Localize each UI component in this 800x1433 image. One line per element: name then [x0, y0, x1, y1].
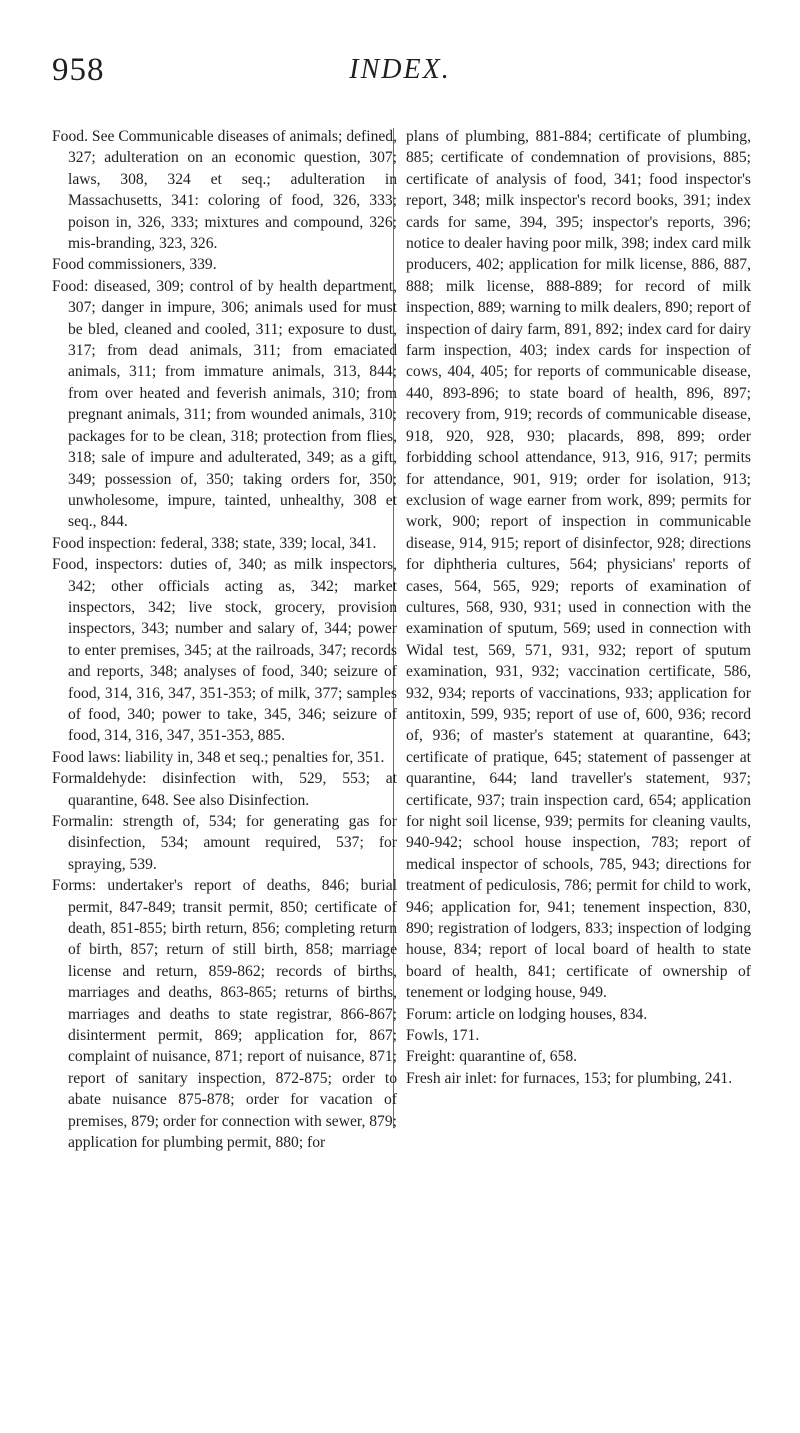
index-entry-food-laws: Food laws: liability in, 348 et seq.; penalties for, 351.: [52, 748, 385, 766]
index-entry-food-inspection: Food inspection: federal, 338; state, 339; local, 341.: [52, 534, 377, 552]
index-entry-food-commissioners: Food commissioners, 339.: [52, 256, 217, 274]
index-entry-fowls: Fowls, 171.: [406, 1027, 480, 1045]
index-entry-food: Food. See Communicable diseases of animals; defined, 327; adulteration on an economic question, 307; laws, 308, 324 et seq.; adulteration in Massachusetts, 341: coloring of food, 326, 333; poison in, 326, 333; mixtures and compound, 326; mis-branding, 323, 326.: [52, 128, 397, 253]
index-entry-forum: Forum: article on lodging houses, 834.: [406, 1005, 648, 1023]
left-column: [52, 126, 397, 1154]
index-entry-forms: Forms: undertaker's report of deaths, 846; burial permit, 847-849; transit permit, 850; certificate of death, 851-855; birth return, 856; completing return of birth, 857; return of still birth, 858; marriage license and return, 859-862; records of births, marriages and deaths, 863-865; returns of births, marriages and deaths to state registrar, 866-867; disinterment permit, 869; application for, 867; complaint of nuisance, 871; report of nuisance, 871; report of sanitary inspection, 872-875; order to abate nuisance 875-878; order for vacation of premises, 879; order for connection with sewer, 879; application for plumbing permit, 880; for: [52, 877, 397, 1152]
index-entry-forms-continued: plans of plumbing, 881-884; certificate of plumbing, 885; certificate of condemnation of provisions, 885; certificate of analysis of food, 341; food inspector's report, 348; milk inspector's record books, 391; index cards for same, 394, 395; inspector's reports, 396; notice to dealer having poor milk, 398; index card milk producers, 402; application for milk license, 886, 887, 888; milk license, 888-889; for record of milk inspection, 889; warning to milk dealers, 890; report of inspection of dairy farm, 891, 892; index card for dairy farm inspection, 403; index cards for inspection of cows, 404, 405; for reports of communicable disease, 440, 893-896; to state board of health, 896, 897; recovery from, 919; records of communicable disease, 918, 920, 928, 930; placards, 898, 899; order forbidding school attendance, 913, 916, 917; permits for attendance, 901, 919; order for isolation, 913; exclusion of wage earner from work, 899; permits for work, 900; report of inspection in communicable disease, 914, 915; report of disinfector, 928; directions for diphtheria cultures, 564; physicians' reports of cases, 564, 565, 929; reports of examination of cultures, 568, 930, 931; used in connection with the examination of sputum, 569; used in connection with Widal test, 569, 571, 931, 932; report of sputum examination, 931, 932; vaccination certificate, 586, 932, 934; reports of vaccinations, 933; application for antitoxin, 599, 935; report of use of, 600, 936; record of, 936; of master's statement at quarantine, 643; certificate of pratique, 645; statement of passenger at quarantine, 644; land traveller's statement, 937; certificate, 937; train inspection card, 654; application for night soil license, 939; permits for cleaning vaults, 940-942; school house inspection, 783; report of medical inspector of schools, 785, 943; directions for treatment of pediculosis, 786; permit for child to work, 946; application for, 941; tenement inspection, 830, 890; registration of lodgers, 833; inspection of lodging house, 834; report of local board of health to state board of health, 841; certificate of ownership of tenement or lodging house, 949.: [406, 128, 751, 1002]
index-entry-food-diseased: Food: diseased, 309; control of by health department, 307; danger in impure, 306; animals used for must be bled, cleaned and cooled, 311; exposure to dust, 317; from dead animals, 311; from emaciated animals, 311; from immature animals, 313, 844; from over heated and feverish animals, 310; from pregnant animals, 311; from wounded animals, 310; packages for to be clean, 318; protection from flies, 318; sale of impure and adulterated, 349; as a gift, 349; possession of, 350; taking orders for, 350; unwholesome, impure, tainted, unhealthy, 308 et seq., 844.: [52, 277, 397, 531]
running-head: INDEX.: [349, 54, 451, 85]
index-entry-formaldehyde: Formaldehyde: disinfection with, 529, 553; at quarantine, 648. See also Disinfection.: [52, 770, 397, 809]
index-entry-formalin: Formalin: strength of, 534; for generating gas for disinfection, 534; amount required, 537; for spraying, 539.: [52, 813, 397, 873]
right-column: [406, 126, 751, 1089]
index-entry-food-inspectors: Food, inspectors: duties of, 340; as milk inspectors, 342; other officials acting as, 342; market inspectors, 342; live stock, grocery, provision inspectors, 343; number and salary of, 344; power to enter premises, 345; at the railroads, 347; records and reports, 348; analyses of food, 340; seizure of food, 314, 316, 347, 351-353; of milk, 377; samples of food, 340; power to take, 345, 346; seizure of food, 314, 316, 347, 351-353, 885.: [52, 556, 397, 745]
index-entry-fresh-air-inlet: Fresh air inlet: for furnaces, 153; for plumbing, 241.: [406, 1069, 733, 1087]
page-header: [0, 52, 800, 96]
page-number: 958: [52, 52, 105, 88]
index-entry-freight: Freight: quarantine of, 658.: [406, 1048, 578, 1066]
